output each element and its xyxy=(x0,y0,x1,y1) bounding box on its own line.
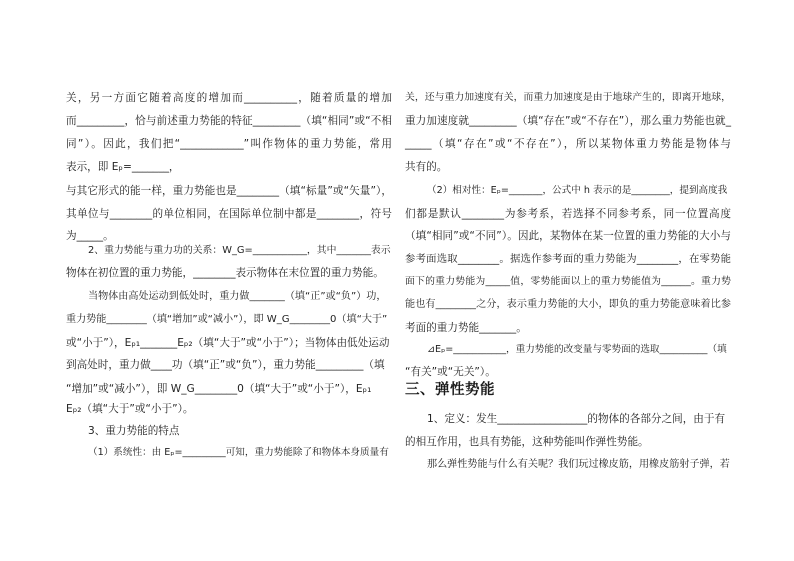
left-line-6: 其单位与________的单位相同，在国际单位制中都是________，符号 xyxy=(66,208,392,220)
left-line-12: 或“小于”），Eₚ₁_______Eₚ₂（填“大于”或“小于”）；当物体由低处运动 xyxy=(66,337,390,349)
left-line-3: 同”）。因此，我们把“____________”叫作物体的重力势能，常用 xyxy=(66,138,392,150)
right-line-6: 们都是默认________为参考系，若选择不同参考系，同一位置高度 xyxy=(405,208,731,220)
right-line-3: _____（填“存在”或“不存在”），所以某物体重力势能是物体与 xyxy=(405,138,731,150)
right-line-10: 能也有________之分，表示重力势能的大小，即负的重力势能意味着比参 xyxy=(405,299,731,310)
right-line-1: 关，还与重力加速度有关，而重力加速度是由于地球产生的，即离开地球， xyxy=(405,92,731,103)
right-line-12: ⊿Eₚ=___________，重力势能的改变量与零势面的选取__________（填 xyxy=(427,344,727,355)
right-line-2: 重力加速度就_________（填“存在”或“不存在”），那么重力势能也就_ xyxy=(405,115,731,127)
left-line-10: 当物体由高处运动到低处时，重力做_______（填“正”或“负”）功， xyxy=(88,291,387,302)
left-line-16: 3、重力势能的特点 xyxy=(88,425,180,437)
left-line-15: Eₚ₂（填“大于”或“小于”）。 xyxy=(66,403,194,415)
left-line-2: 而_________，恰与前述重力势能的特征_________（填“相同”或“不相 xyxy=(66,115,392,127)
left-line-7: 为_____。 xyxy=(66,230,114,242)
left-line-5: 与其它形式的能一样，重力势能也是________（填“标量”或“矢量”）， xyxy=(66,185,392,197)
right-line-17: 那么弹性势能与什么有关呢？我们玩过橡皮筋，用橡皮筋射子弹，若 xyxy=(427,459,730,470)
left-line-11: 重力势能________（填“增加”或“减小”），即 W_G________0（填“大于” xyxy=(66,314,388,325)
right-line-13: “有关”或“无关”）。 xyxy=(405,366,496,378)
left-line-1: 关，另一方面它随着高度的增加而__________，随着质量的增加 xyxy=(66,92,392,104)
right-line-16: 的相互作用，也具有势能，这种势能叫作弹性势能。 xyxy=(405,436,649,448)
left-line-14: “增加”或“减小”），即 W_G________0（填“大于”或“小于”），Eₚ₁ xyxy=(66,383,372,395)
left-line-4: 表示，即 Eₚ=_______， xyxy=(66,161,180,173)
left-line-8: 2、重力势能与重力功的关系：W_G=___________，其中_______表示 xyxy=(88,245,391,256)
section-heading: 三、弹性势能 xyxy=(405,382,495,398)
right-line-7: （填“相同”或“不同”）。因此，某物体在某一位置的重力势能的大小与 xyxy=(405,230,731,242)
left-line-13: 到高处时，重力做____功（填“正”或“负”），重力势能_________（填 xyxy=(66,359,385,371)
right-line-15: 1、定义：发生_________________的物体的各部分之间，由于有 xyxy=(427,413,726,425)
right-line-9: 面下的重力势能为_____值，零势能面以上的重力势能值为______。重力势 xyxy=(405,276,731,287)
right-line-5: （2）相对性：Eₚ=_______，公式中 h 表示的是________，提到高度我 xyxy=(427,185,728,196)
right-line-4: 共有的。 xyxy=(405,161,448,173)
left-line-9: 物体在初位置的重力势能，________表示物体在末位置的重力势能。 xyxy=(66,267,384,279)
right-line-11: 考面的重力势能_______。 xyxy=(405,322,527,334)
right-line-8: 参考面选取________。据选作参考面的重力势能为________，在零势能 xyxy=(405,253,731,265)
left-line-17: （1）系统性：由 Eₚ=_________可知，重力势能除了和物体本身质量有 xyxy=(88,447,389,458)
